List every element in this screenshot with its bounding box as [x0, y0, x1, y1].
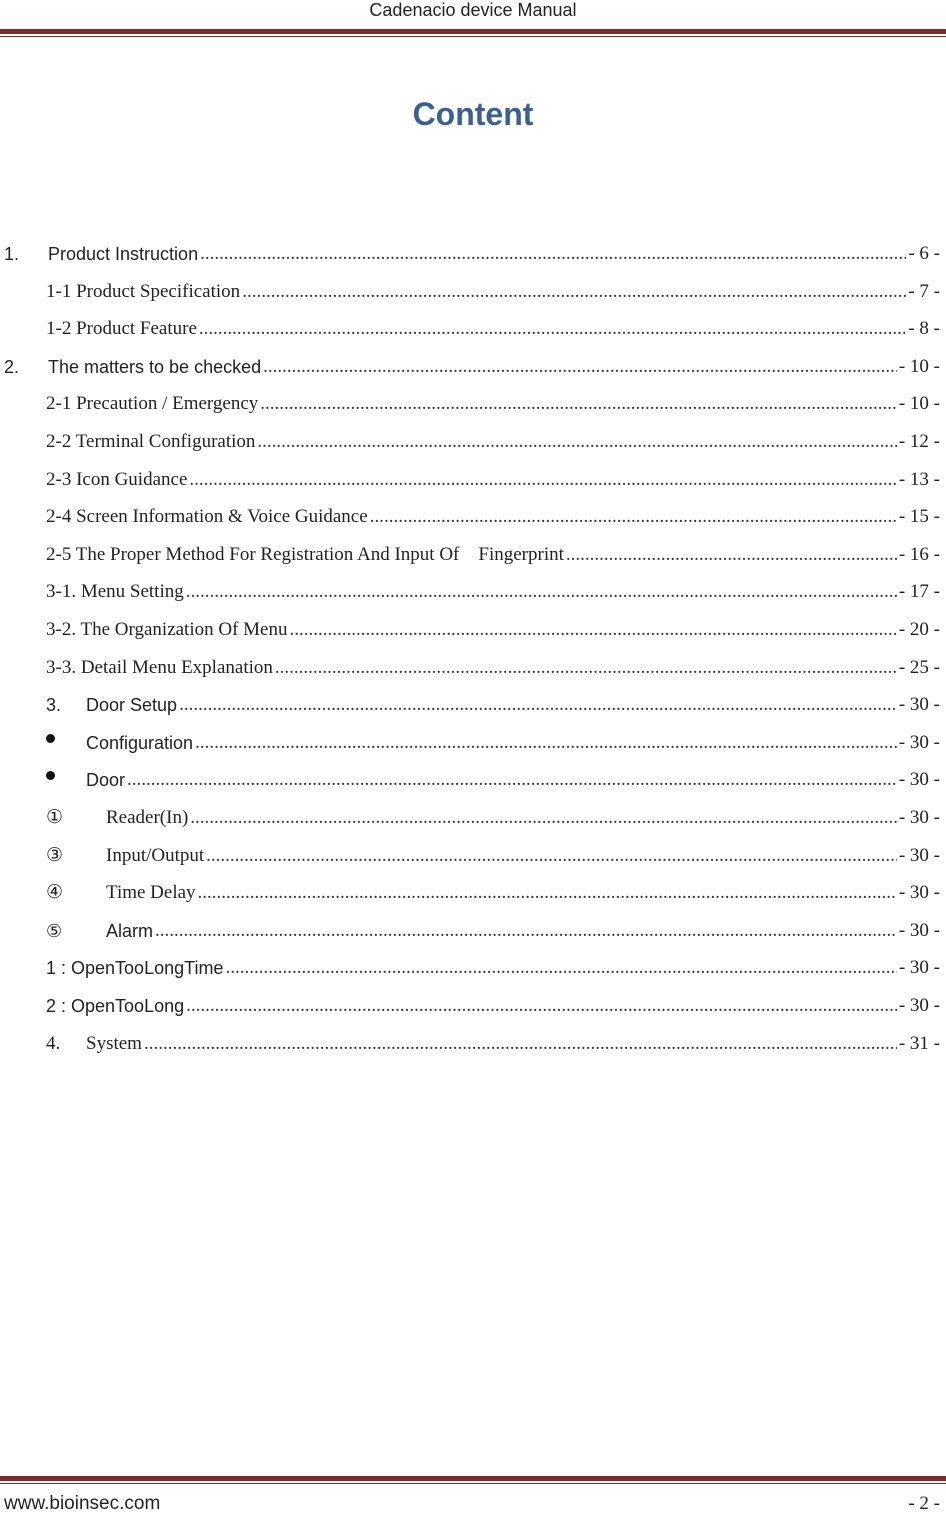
toc-entry[interactable]: [0, 571, 946, 603]
toc-entry-page: - 8 -: [908, 318, 940, 340]
toc-entry-label: 1 : OpenTooLongTime: [46, 958, 224, 979]
bullet-icon: [46, 771, 55, 780]
footer-website: www.bioinsec.com: [4, 1493, 161, 1514]
toc-leader-dots: [275, 657, 897, 679]
toc-leader-dots: [566, 544, 897, 566]
toc-entry[interactable]: [0, 346, 946, 378]
toc-entry-page: - 15 -: [898, 506, 940, 528]
toc-entry-label: 2 : OpenTooLong: [46, 996, 185, 1016]
toc-entry-label: The matters to be checked: [48, 356, 262, 377]
toc-leader-dots: [179, 694, 897, 716]
toc-entry-page: - 30 -: [898, 694, 940, 716]
toc-entry[interactable]: [0, 835, 946, 867]
toc-entry-label: 3-3. Detail Menu Explanation: [46, 656, 273, 678]
toc-entry-number: 2.: [4, 356, 20, 377]
toc-leader-dots: [186, 995, 897, 1017]
toc-entry-label: 3-1. Menu Setting: [46, 581, 184, 603]
toc-entry[interactable]: [0, 872, 946, 904]
toc-entry-page: - 30 -: [898, 844, 940, 866]
footer-page-number: - 2 -: [908, 1493, 940, 1514]
toc-leader-dots: [200, 243, 906, 265]
toc-entry-page: - 30 -: [898, 769, 940, 791]
toc-entry[interactable]: [0, 233, 946, 265]
toc-leader-dots: [257, 431, 896, 453]
toc-entry-number: ④: [46, 882, 64, 904]
toc-leader-dots: [263, 356, 897, 378]
toc-entry-page: - 30 -: [898, 995, 940, 1016]
toc-entry[interactable]: [0, 459, 946, 491]
toc-entry-page: - 31 -: [898, 1032, 940, 1054]
toc-entry-label: 2-5 The Proper Method For Registration And Input Of Fingerprint: [46, 543, 564, 565]
toc-entry-label: Reader(In): [106, 807, 189, 828]
toc-leader-dots: [225, 957, 896, 979]
toc-entry[interactable]: [0, 383, 946, 415]
toc-entry-page: - 10 -: [898, 355, 940, 377]
toc-entry-page: - 13 -: [898, 468, 940, 490]
toc-entry-page: - 30 -: [898, 807, 940, 828]
toc-leader-dots: [155, 920, 897, 942]
toc-entry-number: 4.: [46, 1032, 61, 1054]
toc-leader-dots: [199, 318, 906, 340]
toc-entry-label: Time Delay: [106, 882, 196, 904]
toc-entry[interactable]: [0, 722, 946, 754]
toc-entry-page: - 25 -: [898, 656, 940, 678]
toc-leader-dots: [206, 845, 897, 867]
toc-leader-dots: [242, 281, 906, 303]
header-title: Cadenacio device Manual: [369, 0, 577, 20]
toc-entry[interactable]: [0, 684, 946, 716]
toc-entry-page: - 10 -: [898, 393, 940, 415]
header-rule-thin: [0, 36, 946, 37]
toc-leader-dots: [198, 882, 897, 904]
toc-entry-page: - 30 -: [898, 957, 940, 979]
toc-leader-dots: [190, 807, 897, 829]
header-rule-thick: [0, 29, 946, 34]
toc-entry-page: - 17 -: [898, 581, 940, 603]
toc-entry-page: - 30 -: [898, 731, 940, 753]
toc-entry-number: 1.: [4, 244, 20, 264]
toc-entry-label: System: [86, 1032, 142, 1054]
toc-entry-label: 2-4 Screen Information & Voice Guidance: [46, 506, 368, 528]
toc-entry[interactable]: [0, 308, 946, 340]
toc-entry-page: - 30 -: [898, 882, 940, 904]
toc-entry-label: Door: [86, 770, 126, 791]
toc-entry-number: 3.: [46, 695, 62, 716]
toc-entry[interactable]: [0, 910, 946, 942]
toc-entry-page: - 12 -: [898, 431, 940, 452]
toc-entry-page: - 7 -: [908, 280, 940, 302]
footer-rule-thin: [0, 1483, 946, 1484]
toc-entry[interactable]: [0, 534, 946, 566]
toc-entry[interactable]: [0, 496, 946, 528]
bullet-icon: [46, 734, 55, 743]
toc-leader-dots: [260, 393, 897, 415]
toc-leader-dots: [290, 619, 897, 641]
toc-entry-number: [46, 732, 86, 754]
toc-leader-dots: [195, 732, 897, 754]
toc-entry[interactable]: [0, 1023, 946, 1055]
toc-entry-label: 2-1 Precaution / Emergency: [46, 393, 259, 415]
toc-leader-dots: [189, 469, 896, 491]
toc-entry[interactable]: [0, 271, 946, 303]
toc-entry-label: Alarm: [106, 920, 154, 941]
toc-leader-dots: [186, 581, 897, 603]
toc-entry-number: ①: [46, 807, 64, 828]
toc-entry-page: - 6 -: [908, 243, 940, 264]
toc-leader-dots: [127, 769, 897, 791]
toc-entry[interactable]: [0, 759, 946, 791]
toc-entry-label: 1-2 Product Feature: [46, 318, 197, 340]
toc-entry[interactable]: [0, 609, 946, 641]
toc-entry-label: 3-2. The Organization Of Menu: [46, 619, 288, 640]
toc-entry-number: ③: [46, 844, 64, 866]
toc-leader-dots: [370, 506, 897, 528]
toc-entry-label: 2-2 Terminal Configuration: [46, 431, 256, 452]
toc-entry-label: Door Setup: [86, 695, 178, 716]
toc-entry-label: Configuration: [86, 732, 194, 753]
toc-entry-page: - 16 -: [898, 543, 940, 565]
toc-entry-page: - 30 -: [898, 919, 940, 941]
toc-entry[interactable]: [0, 797, 946, 829]
toc-entry[interactable]: [0, 947, 946, 979]
toc-entry-label: Product Instruction: [48, 244, 199, 264]
toc-entry[interactable]: [0, 985, 946, 1017]
toc-entry[interactable]: [0, 647, 946, 679]
page-title: Content: [412, 96, 534, 132]
toc-entry-label: 1-1 Product Specification: [46, 280, 241, 302]
toc-entry-label: 2-3 Icon Guidance: [46, 468, 188, 490]
toc-leader-dots: [144, 1033, 897, 1055]
toc-entry-number: ⑤: [46, 920, 63, 941]
toc-entry-label: Input/Output: [106, 844, 205, 866]
toc-entry[interactable]: [0, 421, 946, 453]
toc-entry-number: [46, 769, 86, 791]
toc-entry-page: - 20 -: [898, 619, 940, 640]
footer-rule-thick: [0, 1476, 946, 1481]
